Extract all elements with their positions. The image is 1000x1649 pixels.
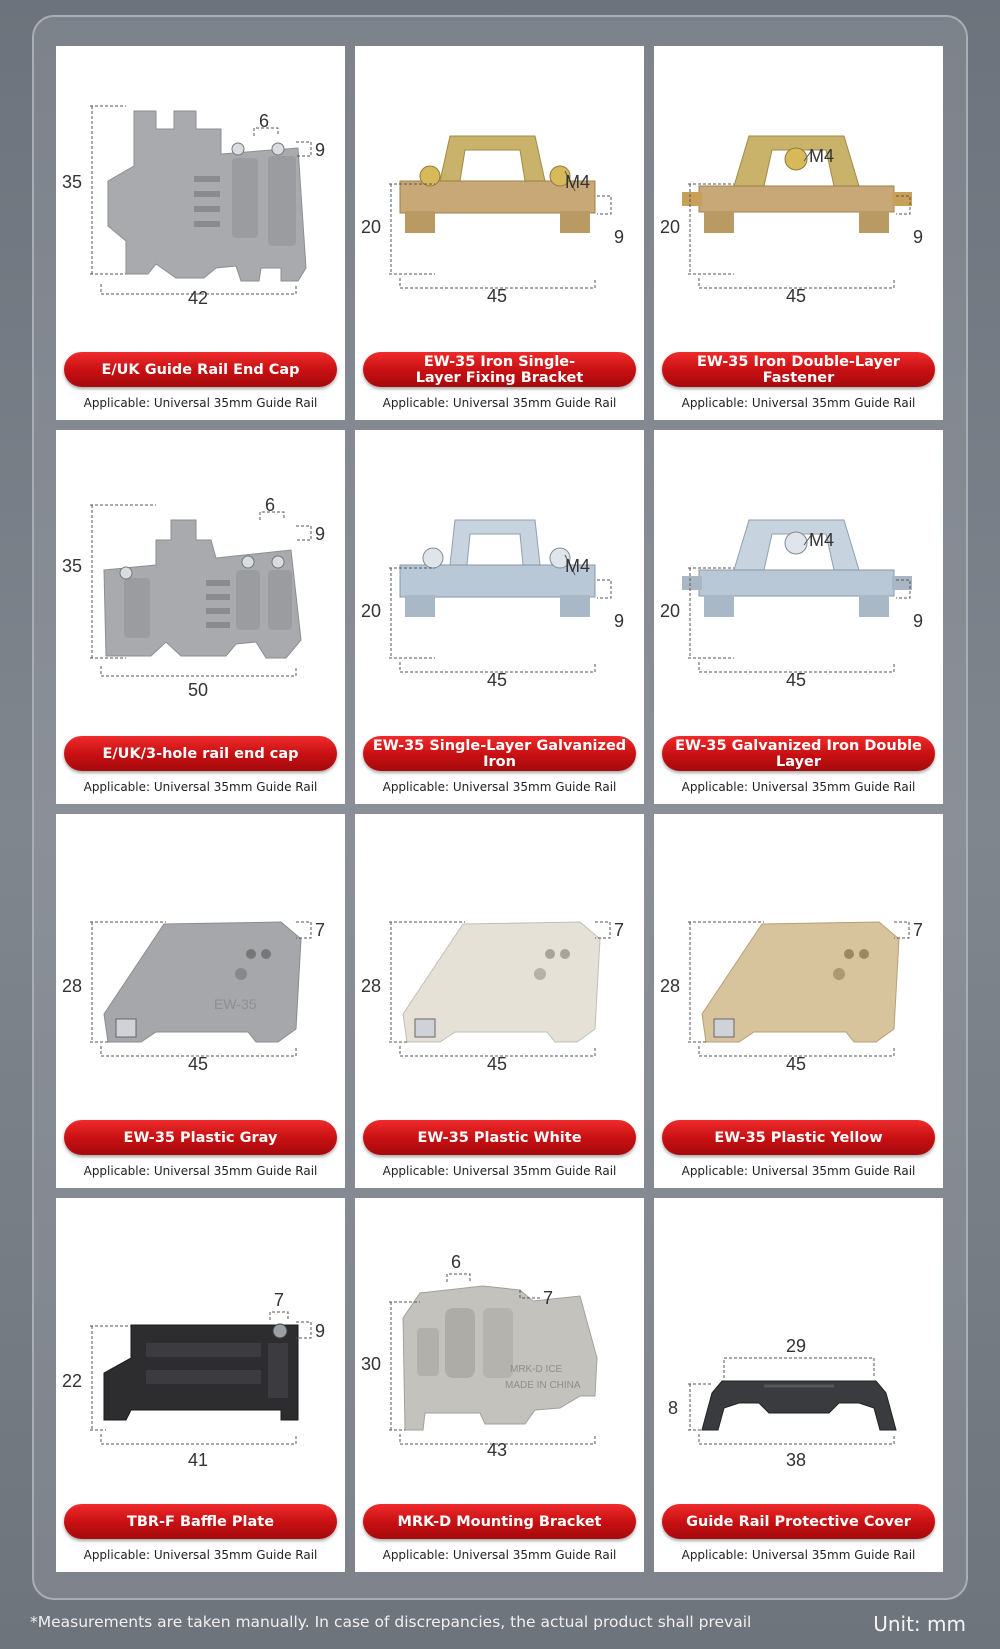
dim-height: 8: [668, 1398, 679, 1418]
applicable-note: Applicable: Universal 35mm Guide Rail: [382, 780, 617, 794]
applicable-note: Applicable: Universal 35mm Guide Rail: [681, 1164, 916, 1178]
dim-top: 6: [259, 111, 270, 131]
product-photo: [654, 814, 943, 1114]
unit-label: Unit: mm: [873, 1612, 966, 1636]
dim-width: 45: [786, 286, 807, 306]
dim-right: 9: [614, 227, 625, 247]
product-photo: [56, 46, 345, 346]
product-card-ew35-galv-double[interactable]: [654, 430, 943, 804]
product-card-euk-end-cap[interactable]: [56, 46, 345, 420]
product-name: E/UK Guide Rail End Cap: [101, 361, 300, 378]
applicable-note: Applicable: Universal 35mm Guide Rail: [83, 1548, 318, 1562]
dim-height: 20: [660, 217, 681, 237]
dim-top: 6: [451, 1252, 462, 1272]
dim-height: 20: [361, 217, 382, 237]
product-name: MRK-D Mounting Bracket: [397, 1513, 602, 1530]
product-name: EW-35 Single-Layer Galvanized Iron: [372, 737, 627, 770]
product-name: EW-35 Iron Single-Layer Fixing Bracket: [415, 353, 584, 386]
product-name-button[interactable]: [363, 736, 636, 771]
dim-width: 45: [487, 286, 508, 306]
product-card-euk-3hole-end-cap[interactable]: [56, 430, 345, 804]
dim-top: 29: [786, 1336, 807, 1356]
product-card-ew35-galv-single[interactable]: [355, 430, 644, 804]
product-photo: [355, 46, 644, 346]
dim-right: 9: [913, 611, 924, 631]
dim-right: 9: [315, 524, 326, 544]
dim-height: 35: [62, 172, 83, 192]
product-card-ew35-iron-single[interactable]: [355, 46, 644, 420]
dim-screw: M4: [565, 172, 591, 192]
dim-right: 9: [315, 140, 326, 160]
dim-right: 9: [913, 227, 924, 247]
applicable-note: Applicable: Universal 35mm Guide Rail: [83, 780, 318, 794]
applicable-note: Applicable: Universal 35mm Guide Rail: [382, 396, 617, 410]
engraving-ew35: EW-35: [214, 996, 257, 1012]
dim-height: 22: [62, 1371, 83, 1391]
product-name: TBR-F Baffle Plate: [126, 1513, 275, 1530]
product-card-ew35-plastic-white[interactable]: [355, 814, 644, 1188]
dim-screw: M4: [809, 530, 835, 550]
applicable-note: Applicable: Universal 35mm Guide Rail: [681, 1548, 916, 1562]
product-card-tbr-f-baffle[interactable]: [56, 1198, 345, 1572]
dim-height: 20: [361, 601, 382, 621]
dim-right: 7: [913, 920, 924, 940]
product-card-guide-rail-cover[interactable]: [654, 1198, 943, 1572]
product-card-ew35-plastic-gray[interactable]: [56, 814, 345, 1188]
engraving-line-1: MRK-D ICE: [510, 1364, 563, 1375]
engraving-line-2: MADE IN CHINA: [505, 1380, 581, 1391]
product-card-ew35-iron-double[interactable]: [654, 46, 943, 420]
product-photo: [355, 814, 644, 1114]
product-name: EW-35 Plastic Yellow: [714, 1129, 883, 1146]
product-name-button[interactable]: [363, 352, 636, 387]
product-name-button[interactable]: [64, 1504, 337, 1539]
dim-right: 9: [315, 1321, 326, 1341]
product-name-button[interactable]: [64, 352, 337, 387]
dim-screw: M4: [809, 146, 835, 166]
dim-width: 38: [786, 1450, 807, 1470]
product-photo: [654, 430, 943, 730]
product-name: EW-35 Galvanized Iron Double Layer: [675, 737, 922, 770]
dim-height: 20: [660, 601, 681, 621]
product-name-button[interactable]: [363, 1120, 636, 1155]
dim-width: 45: [188, 1054, 209, 1074]
product-card-mrk-d-bracket[interactable]: [355, 1198, 644, 1572]
dim-right: 7: [614, 920, 625, 940]
dim-height: 30: [361, 1354, 382, 1374]
product-name: EW-35 Iron Double-Layer Fastener: [697, 353, 900, 386]
product-photo: [56, 430, 345, 730]
product-name: Guide Rail Protective Cover: [686, 1513, 911, 1530]
dim-width: 41: [188, 1450, 209, 1470]
product-photo: [56, 814, 345, 1114]
product-photo: [355, 430, 644, 730]
dim-width: 50: [188, 680, 209, 700]
dim-right: 9: [614, 611, 625, 631]
applicable-note: Applicable: Universal 35mm Guide Rail: [382, 1164, 617, 1178]
product-name: EW-35 Plastic Gray: [123, 1129, 278, 1146]
applicable-note: Applicable: Universal 35mm Guide Rail: [83, 396, 318, 410]
product-name-button[interactable]: [64, 736, 337, 771]
dim-top: 6: [265, 495, 276, 515]
product-name: E/UK/3-hole rail end cap: [102, 745, 299, 762]
product-name-button[interactable]: [363, 1504, 636, 1539]
product-name-button[interactable]: [662, 1504, 935, 1539]
product-card-ew35-plastic-yellow[interactable]: [654, 814, 943, 1188]
dim-top: 7: [274, 1290, 285, 1310]
dim-width: 45: [487, 670, 508, 690]
dim-right: 7: [315, 920, 326, 940]
product-name-button[interactable]: [662, 736, 935, 771]
dim-width: 42: [188, 288, 209, 308]
dim-width: 45: [786, 670, 807, 690]
product-name-button[interactable]: [662, 352, 935, 387]
product-photo: [654, 1198, 943, 1498]
product-photo: [654, 46, 943, 346]
dim-width: 45: [786, 1054, 807, 1074]
dim-screw: M4: [565, 556, 591, 576]
product-photo: [355, 1198, 644, 1498]
applicable-note: Applicable: Universal 35mm Guide Rail: [681, 396, 916, 410]
applicable-note: Applicable: Universal 35mm Guide Rail: [681, 780, 916, 794]
applicable-note: Applicable: Universal 35mm Guide Rail: [83, 1164, 318, 1178]
dim-height: 28: [660, 976, 681, 996]
dim-width: 43: [487, 1440, 508, 1460]
dim-width: 45: [487, 1054, 508, 1074]
dim-height: 28: [361, 976, 382, 996]
product-name-button[interactable]: [662, 1120, 935, 1155]
product-photo: [56, 1198, 345, 1498]
product-name-button[interactable]: [64, 1120, 337, 1155]
product-name: EW-35 Plastic White: [417, 1129, 582, 1146]
dim-height: 35: [62, 556, 83, 576]
dim-height: 28: [62, 976, 83, 996]
dim-right: 7: [543, 1288, 554, 1308]
measurement-footnote: *Measurements are taken manually. In case of discrepancies, the actual product shall prevail: [30, 1613, 752, 1631]
applicable-note: Applicable: Universal 35mm Guide Rail: [382, 1548, 617, 1562]
